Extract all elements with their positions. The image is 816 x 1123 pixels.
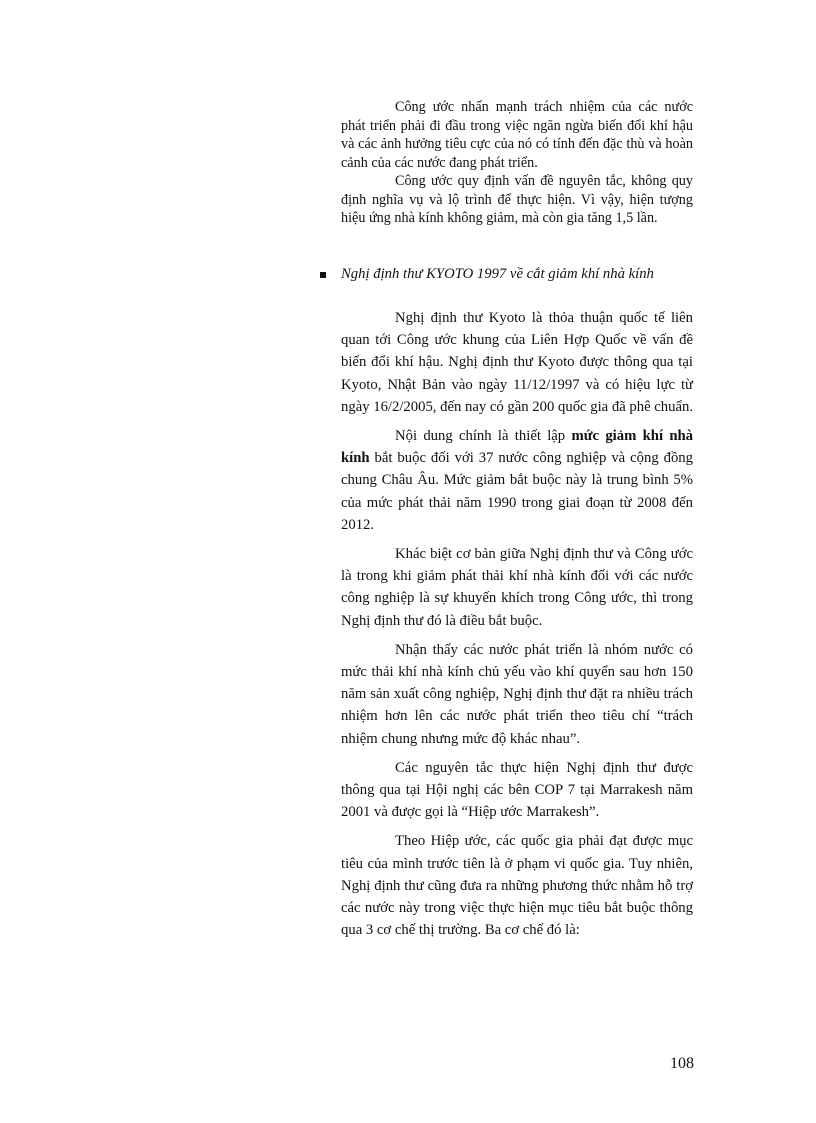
page-number: 108 bbox=[670, 1055, 694, 1072]
text-before-bold: Nội dung chính là thiết lập bbox=[395, 428, 572, 445]
paragraph-kyoto-intro: Nghị định thư Kyoto là thỏa thuận quốc tế liên quan tới Công ước khung của Liên Hợp Quốc về vấn đề biến đổi khí hậu. Nghị định thư Kyoto được thông qua tại Kyoto, Nhật Bản vào ngày 11/12/1997 và có hiệu lực từ ngày 16/2/2005, đến nay có gần 200 quốc gia đã phê chuẩn. bbox=[341, 310, 693, 415]
paragraph-kyoto-content bbox=[341, 425, 693, 536]
paragraph-kyoto-marrakesh: Các nguyên tắc thực hiện Nghị định thư được thông qua tại Hội nghị các bên COP 7 tại Marrakesh năm 2001 và được gọi là “Hiệp ước Marrakesh”. bbox=[341, 759, 693, 821]
kyoto-heading: Nghị định thư KYOTO 1997 về cắt giảm khí nhà kính bbox=[341, 266, 654, 282]
bold-phrase: mức giảm khí nhà kính bbox=[341, 428, 694, 467]
paragraph-kyoto-difference: Khác biệt cơ bản giữa Nghị định thư và Công ước là trong khi giảm phát thải khí nhà kính đối với các nước công nghiệp là sự khuyến khích trong Công ước, thì trong Nghị định thư đó là điều bắt buộc. bbox=[341, 546, 693, 629]
text-after-bold: bắt buộc đối với 37 nước công nghiệp và cộng đồng chung Châu Âu. Mức giảm bắt buộc này là trung bình 5% của mức phát thải năm 1990 trong giai đoạn từ 2008 đến 2012. bbox=[341, 450, 693, 533]
kyoto-heading-block bbox=[341, 263, 693, 285]
kyoto-section bbox=[341, 307, 693, 941]
paragraph-convention-principles: Công ước quy định vấn đề nguyên tắc, không quy định nghĩa vụ và lộ trình để thực hiện. Vì vậy, hiện tượng hiệu ứng nhà kính không giảm, mà còn gia tăng 1,5 lần. bbox=[341, 173, 693, 226]
paragraph-convention-responsibility: Công ước nhấn mạnh trách nhiệm của các nước phát triển phải đi đầu trong việc ngăn ngừa biến đổi khí hậu và các ảnh hưởng tiêu cực của nó có tính đến đặc thù và hoàn cảnh của các nước đang phát triển. bbox=[341, 99, 693, 171]
square-bullet-icon bbox=[320, 272, 326, 278]
paragraph-kyoto-responsibility: Nhận thấy các nước phát triển là nhóm nước có mức thải khí nhà kính chủ yếu vào khí quyển sau hơn 150 năm sản xuất công nghiệp, Nghị định thư đặt ra nhiều trách nhiệm hơn lên các nước phát triển theo tiêu chí “trách nhiệm chung nhưng mức độ khác nhau”. bbox=[341, 641, 693, 747]
paragraph-kyoto-mechanisms: Theo Hiệp ước, các quốc gia phải đạt được mục tiêu của mình trước tiên là ở phạm vi quốc gia. Tuy nhiên, Nghị định thư cũng đưa ra những phương thức nhằm hỗ trợ các nước này trong việc thực hiện mục tiêu bắt buộc thông qua 3 cơ chế thị trường. Ba cơ chế đó là: bbox=[341, 833, 693, 939]
intro-section bbox=[341, 98, 693, 228]
